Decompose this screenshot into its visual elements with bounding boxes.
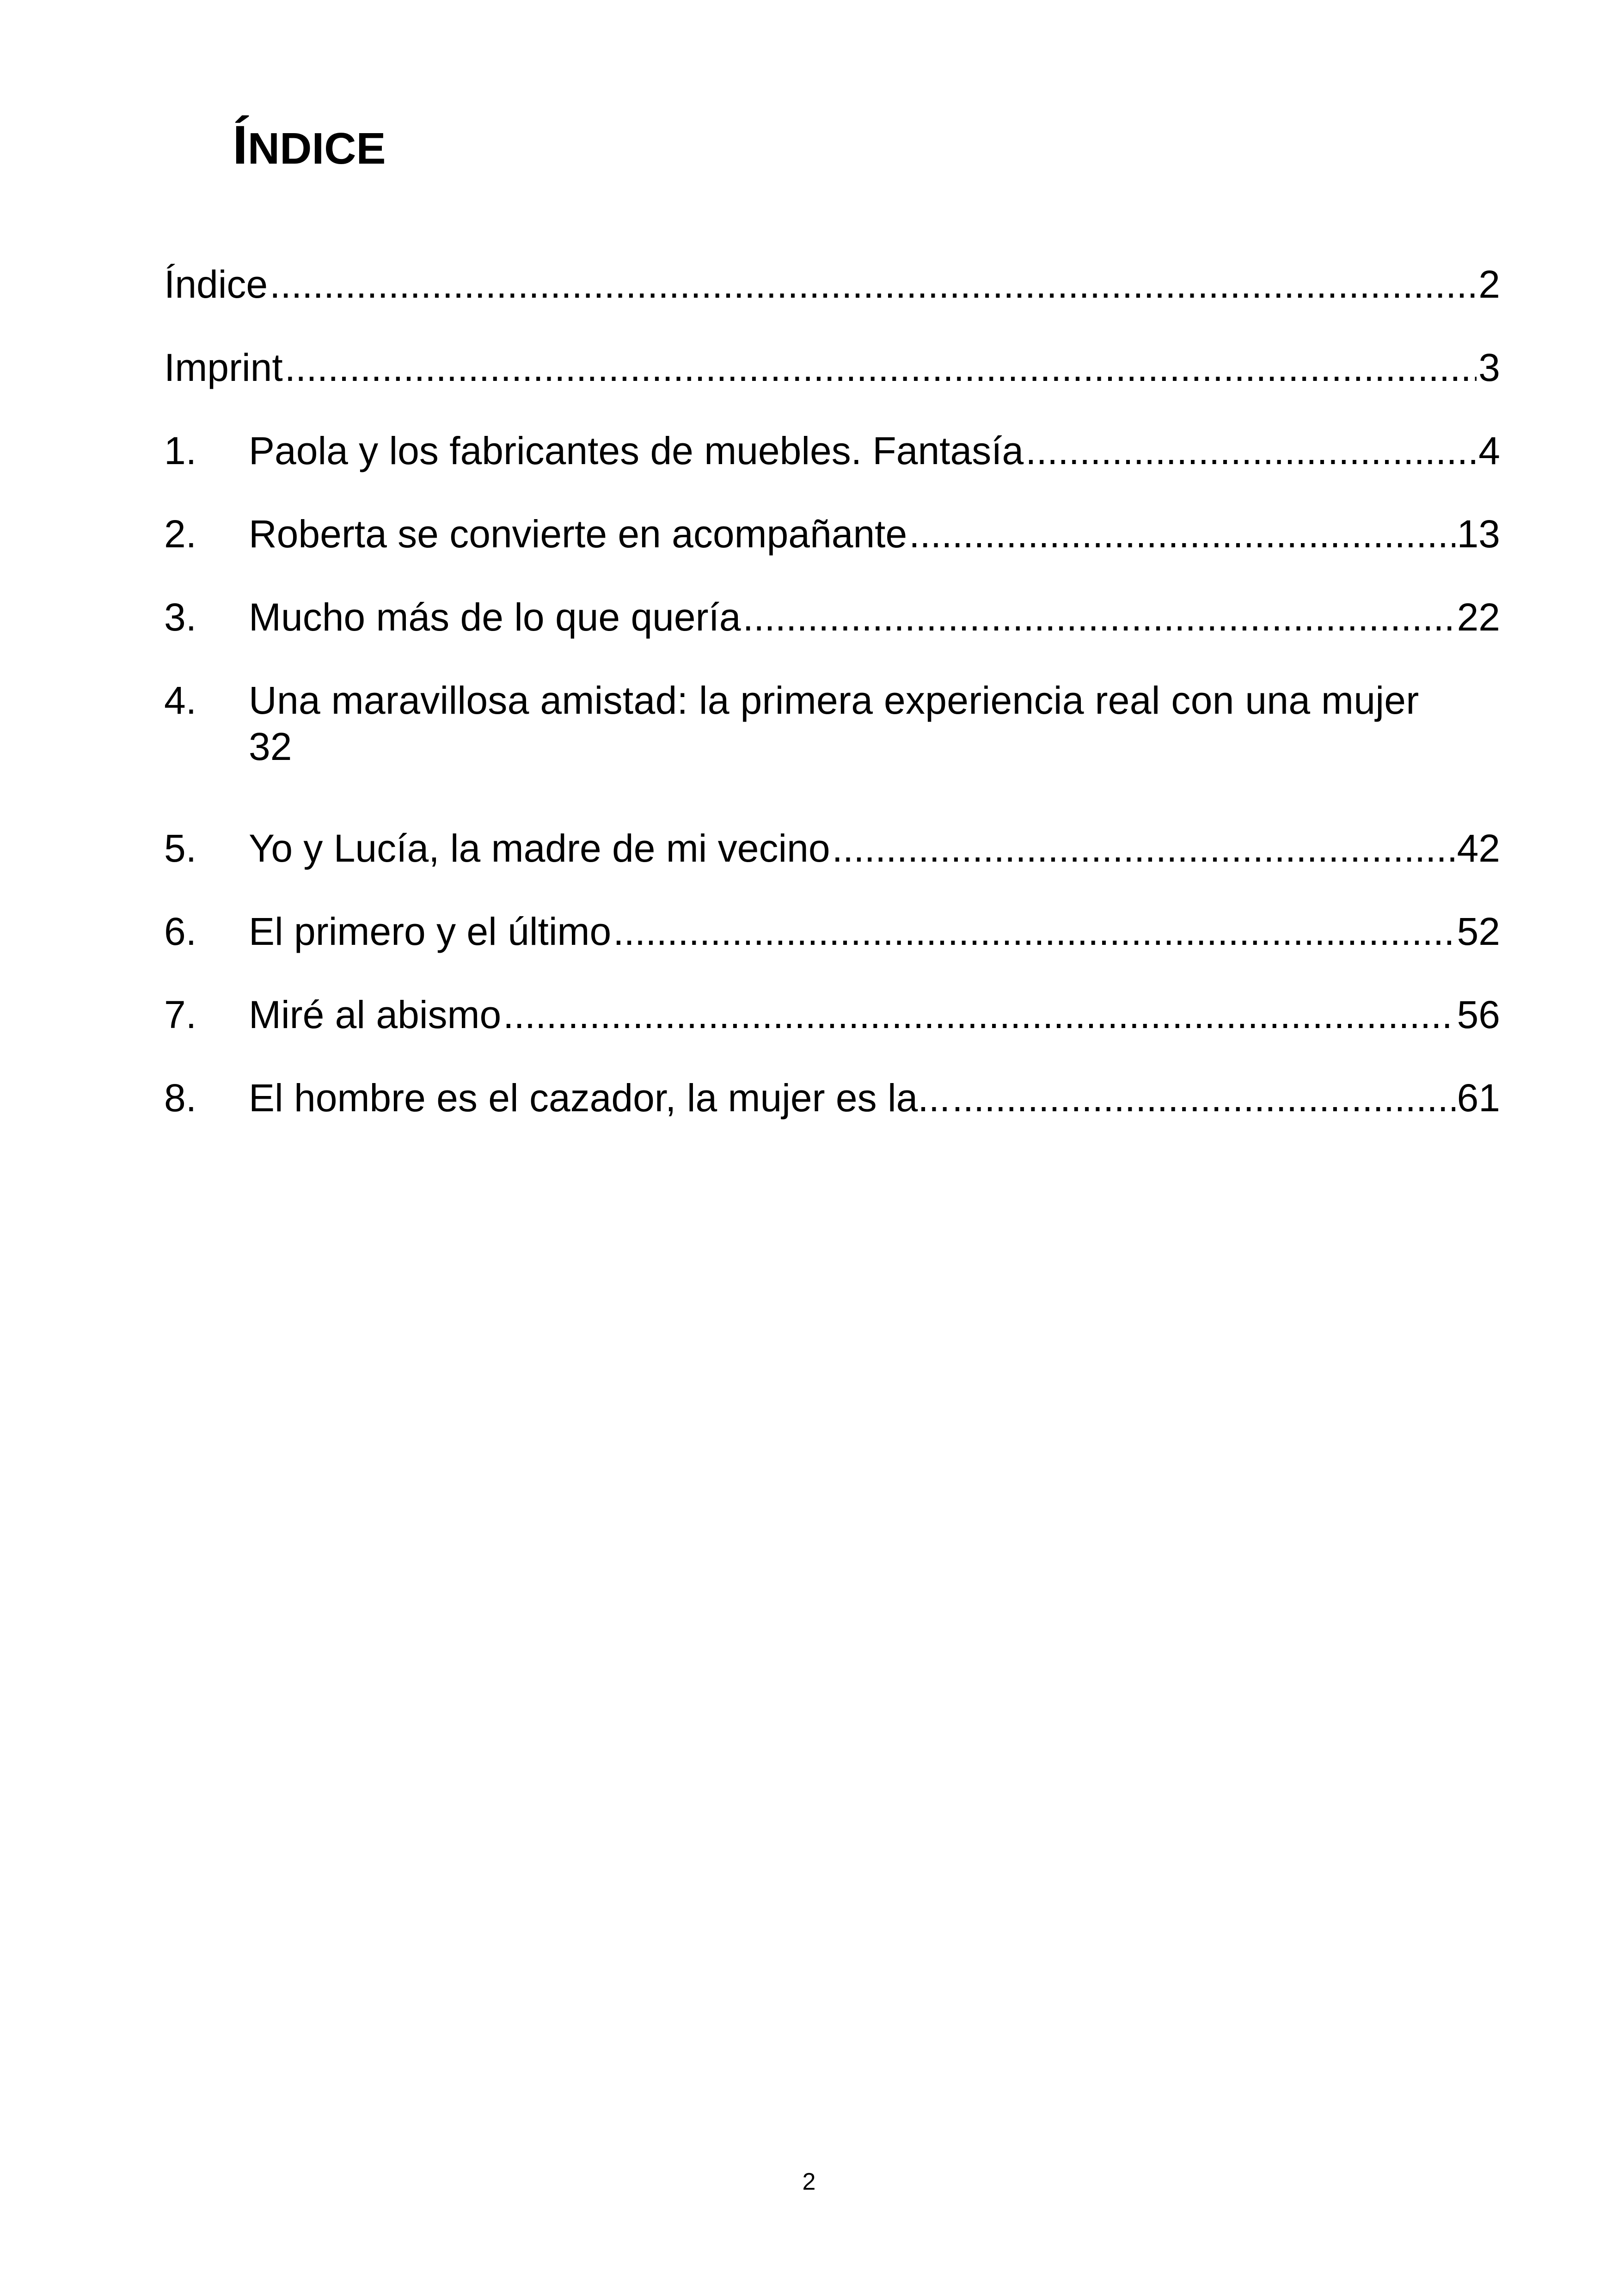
toc-entry-number: 5. (164, 827, 197, 870)
toc-entry-wrapped (249, 677, 1500, 770)
table-of-contents (164, 261, 1500, 1158)
toc-entry-title: Una maravillosa amistad: la primera experiencia real con una mujer (249, 679, 1419, 722)
toc-entry[interactable] (164, 428, 1500, 511)
toc-leader-dots (613, 908, 1455, 955)
toc-leader-dots (285, 344, 1477, 391)
toc-entry[interactable] (164, 825, 1500, 908)
toc-entry-number: 1. (164, 429, 197, 472)
toc-entry-page: 32 (249, 725, 292, 768)
toc-entry-title: El hombre es el cazador, la mujer es la... (249, 1076, 950, 1120)
toc-entry[interactable] (164, 1075, 1500, 1158)
toc-entry-title: Mucho más de lo que quería (249, 595, 741, 639)
toc-leader-dots (952, 1075, 1455, 1121)
toc-entry-title: Índice (164, 263, 268, 306)
toc-entry-number: 4. (164, 679, 197, 722)
toc-entry-page: 22 (1457, 595, 1500, 639)
toc-entry-title: Imprint (164, 346, 283, 389)
toc-entry-page: 52 (1457, 910, 1500, 953)
toc-entry-number: 3. (164, 595, 197, 639)
toc-entry-number: 7. (164, 993, 197, 1036)
toc-entry[interactable] (164, 511, 1500, 594)
toc-leader-dots (270, 261, 1477, 307)
toc-entry[interactable] (164, 992, 1500, 1075)
toc-entry-number: 2. (164, 512, 197, 556)
toc-leader-dots (1025, 428, 1477, 474)
toc-entry-title: Yo y Lucía, la madre de mi vecino (249, 827, 830, 870)
toc-leader-dots (832, 825, 1455, 871)
page-number: 2 (802, 2168, 816, 2195)
toc-leader-dots (503, 992, 1455, 1038)
toc-entry-page: 13 (1457, 512, 1500, 556)
toc-entry-page: 56 (1457, 993, 1500, 1036)
toc-entry-page: 4 (1478, 429, 1500, 472)
toc-entry-number: 8. (164, 1076, 197, 1120)
toc-leader-dots (909, 511, 1455, 557)
toc-entry-page: 42 (1457, 827, 1500, 870)
toc-entry[interactable] (164, 344, 1500, 428)
toc-entry[interactable] (164, 594, 1500, 677)
toc-entry-page: 2 (1478, 263, 1500, 306)
toc-entry-title: Miré al abismo (249, 993, 502, 1036)
toc-entry-title: El primero y el último (249, 910, 612, 953)
toc-entry-title: Roberta se convierte en acompañante (249, 512, 907, 556)
toc-entry-title: Paola y los fabricantes de muebles. Fantasía (249, 429, 1024, 472)
page-title-rest: NDICE (247, 124, 386, 173)
toc-entry[interactable] (164, 908, 1500, 992)
toc-entry-number: 6. (164, 910, 197, 953)
toc-entry[interactable] (164, 261, 1500, 344)
page-title (233, 115, 386, 176)
toc-entry-page: 61 (1457, 1076, 1500, 1120)
toc-entry[interactable] (164, 677, 1500, 825)
toc-leader-dots (743, 594, 1455, 640)
toc-entry-page: 3 (1478, 346, 1500, 389)
page-title-initial: Í (233, 115, 248, 176)
